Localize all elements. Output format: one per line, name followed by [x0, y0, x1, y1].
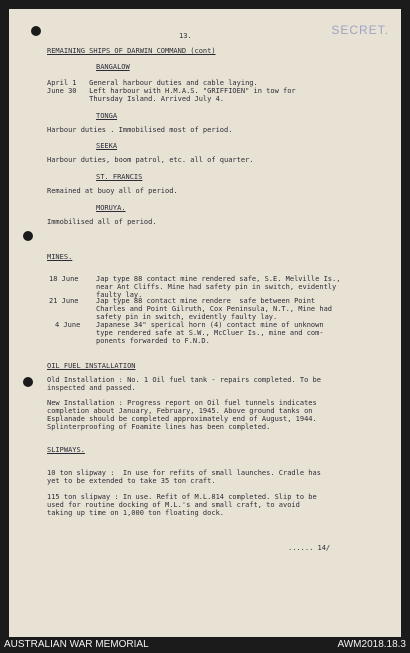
- mine-line: type rendered safe at S.W., McCluer Is., mine and com-: [96, 329, 324, 337]
- section-heading-oil-fuel: OIL FUEL INSTALLATION: [47, 362, 136, 370]
- ship-name: TONGA: [96, 112, 118, 120]
- mine-date: 18 June: [49, 275, 79, 283]
- oil-fuel-line: completion about January, February, 1945. Above ground tanks on: [47, 407, 313, 415]
- section-title: REMAINING SHIPS OF DARWIN COMMAND (cont): [47, 47, 216, 55]
- mine-line: ponents forwarded to F.N.D.: [96, 337, 210, 345]
- mine-line: Charles and Point Gilruth, Cox Peninsula, N.T., Mine had: [96, 305, 333, 313]
- slipway-line: 10 ton slipway : In use for refits of small launches. Cradle has: [47, 469, 321, 477]
- ship-line: June 30 Left harbour with H.M.A.S. "GRIFFIOEN" in tow for: [47, 87, 296, 95]
- punch-hole: [31, 26, 41, 36]
- ship-line: Immobilised all of period.: [47, 218, 157, 226]
- ship-name: SEEKA: [96, 142, 118, 150]
- oil-fuel-line: Splinterproofing of Foamite lines has been completed.: [47, 423, 271, 431]
- slipway-line: taking up time on 1,000 ton floating dock.: [47, 509, 225, 517]
- section-heading-mines: MINES.: [47, 253, 73, 261]
- ship-line: Harbour duties, boom patrol, etc. all of quarter.: [47, 156, 254, 164]
- document-page: [9, 9, 401, 637]
- ship-line: April 1 General harbour duties and cable laying.: [47, 79, 258, 87]
- page-number: 13.: [179, 32, 192, 40]
- oil-fuel-line: Esplanade should be completed approximately end of August, 1944.: [47, 415, 317, 423]
- slipway-line: 115 ton slipway : In use. Refit of M.L.814 completed. Slip to be: [47, 493, 317, 501]
- oil-fuel-line: Old Installation : No. 1 Oil fuel tank - repairs completed. To be: [47, 376, 321, 384]
- footer-accession-number: AWM2018.18.3: [337, 639, 406, 650]
- ship-line: Thursday Island. Arrived July 4.: [47, 95, 225, 103]
- footer-bar: [0, 637, 410, 653]
- mine-line: Jap type 88 contact mine rendere safe between Point: [96, 297, 316, 305]
- secret-stamp: SECRET.: [331, 23, 389, 37]
- mine-date: 4 June: [55, 321, 81, 329]
- ship-name: ST. FRANCIS: [96, 173, 143, 181]
- mine-line: near Ant Cliffs. Mine had safety pin in switch, evidently: [96, 283, 337, 291]
- footer-source: AUSTRALIAN WAR MEMORIAL: [4, 639, 149, 650]
- slipway-line: yet to be extended to take 35 ton craft.: [47, 477, 216, 485]
- slipway-line: used for routine docking of M.L.'s and small craft, to avoid: [47, 501, 300, 509]
- ship-name: BANGALOW: [96, 63, 130, 71]
- mine-line: safety pin in switch, evidently faulty lay.: [96, 313, 278, 321]
- continuation-marker: ...... 14/: [288, 544, 331, 552]
- oil-fuel-line: inspected and passed.: [47, 384, 136, 392]
- ship-line: Harbour duties . Immobilised most of period.: [47, 126, 233, 134]
- punch-hole: [23, 231, 33, 241]
- section-heading-slipways: SLIPWAYS.: [47, 446, 85, 454]
- ship-line: Remained at buoy all of period.: [47, 187, 178, 195]
- mine-line: Jap type 88 contact mine rendered safe, S.E. Melville Is.,: [96, 275, 341, 283]
- ship-name: MORUYA.: [96, 204, 126, 212]
- oil-fuel-line: New Installation : Progress report on Oil fuel tunnels indicates: [47, 399, 317, 407]
- mine-line: faulty lay.: [96, 291, 143, 299]
- punch-hole: [23, 377, 33, 387]
- mine-line: Japanese 34" sperical horn (4) contact mine of unknown: [96, 321, 324, 329]
- mine-date: 21 June: [49, 297, 79, 305]
